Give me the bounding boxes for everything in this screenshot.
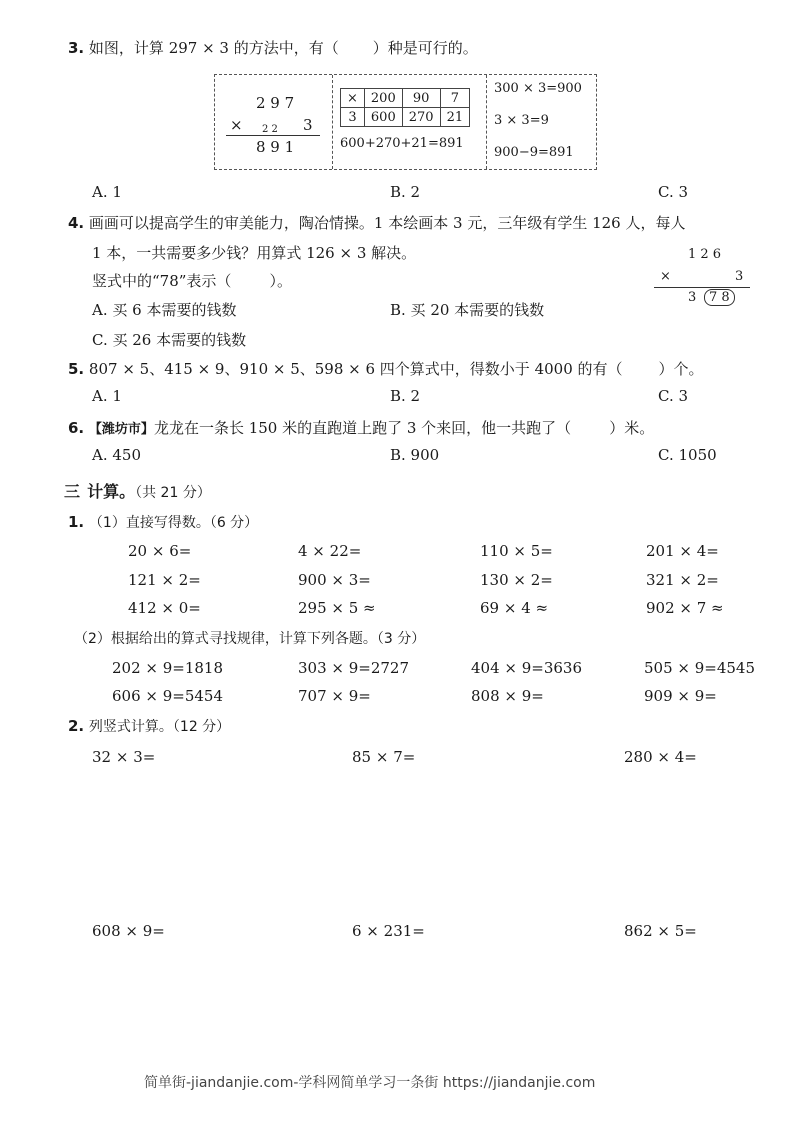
question-number: 5. xyxy=(68,360,85,378)
vertical-calc-item: 608 × 9= xyxy=(92,922,165,940)
question-number: 4. xyxy=(68,214,85,232)
vertical-calc-item: 32 × 3= xyxy=(92,748,156,766)
part-label: 列竖式计算。（12 分） xyxy=(88,719,231,735)
grid-row xyxy=(341,89,470,108)
pattern-item: 707 × 9= xyxy=(298,687,371,705)
section-score: （共 21 分） xyxy=(135,485,211,501)
method3-line1: 300 × 3=900 xyxy=(494,81,582,96)
figure-divider xyxy=(332,75,333,169)
calc-item: 412 × 0= xyxy=(128,599,201,617)
calc-item: 69 × 4 ≈ xyxy=(480,599,549,617)
grid-cell: × xyxy=(341,89,365,108)
pattern-item: 606 × 9=5454 xyxy=(112,687,224,705)
region-tag: 【潍坊市】 xyxy=(88,422,154,437)
fig-vert-multiplier: 3 xyxy=(303,116,313,134)
part-1 xyxy=(68,512,258,532)
option-b[interactable]: B. 买 20 本需要的钱数 xyxy=(390,301,545,319)
calc-item: 110 × 5= xyxy=(480,542,553,560)
question-3 xyxy=(68,37,478,58)
calc-item: 130 × 2= xyxy=(480,571,553,589)
method3-line3: 900−9=891 xyxy=(494,145,574,160)
q4-vert-result-circled xyxy=(704,289,735,306)
figure-divider xyxy=(486,75,487,169)
question-text: 龙龙在一条长 150 米的直跑道上跑了 3 个来回，他一共跑了（ xyxy=(153,419,572,437)
option-b[interactable]: B. 2 xyxy=(390,387,421,405)
vertical-calc-item: 862 × 5= xyxy=(624,922,697,940)
question-text-end: ）个。 xyxy=(658,360,704,378)
q4-vert-result-digit: 3 xyxy=(688,290,697,305)
question-number: 3. xyxy=(68,39,85,57)
pattern-item: 202 × 9=1818 xyxy=(112,659,224,677)
calc-item: 321 × 2= xyxy=(646,571,719,589)
question-4-line2: 1 本，一共需要多少钱？用算式 126 × 3 解决。 xyxy=(92,244,417,262)
question-4-line3 xyxy=(92,270,292,291)
question-text: 竖式中的“78”表示（ xyxy=(92,272,232,290)
option-a[interactable]: A. 1 xyxy=(92,183,122,201)
part-2 xyxy=(68,716,230,736)
fig-vert-result: 8 9 1 xyxy=(256,138,295,156)
vertical-calc-item: 85 × 7= xyxy=(352,748,416,766)
footer-watermark: 简单街-jiandanjie.com-学科网简单学习一条街 https://jiandanjie.com xyxy=(144,1075,596,1091)
question-text-end: ）。 xyxy=(269,272,292,290)
option-a[interactable]: A. 450 xyxy=(92,446,141,464)
fig-vert-carry: 2 2 xyxy=(262,124,278,135)
part-label: （1）直接写得数。（6 分） xyxy=(88,515,259,531)
grid-method-table xyxy=(340,88,470,127)
section-number-icon: 三 xyxy=(63,482,80,501)
circled-78: 7 8 xyxy=(704,289,735,306)
pattern-item: 303 × 9=2727 xyxy=(298,659,410,677)
calc-item: 4 × 22= xyxy=(298,542,362,560)
question-text-end: ）米。 xyxy=(609,419,655,437)
calc-item: 20 × 6= xyxy=(128,542,192,560)
question-text: 画画可以提高学生的审美能力，陶冶情操。1 本绘画本 3 元，三年级有学生 126 人，每人 xyxy=(88,214,686,232)
q4-vert-line xyxy=(654,287,750,288)
grid-sum: 600+270+21=891 xyxy=(340,136,464,151)
pattern-item: 909 × 9= xyxy=(644,687,717,705)
option-a[interactable]: A. 1 xyxy=(92,387,122,405)
option-c[interactable]: C. 1050 xyxy=(658,446,717,464)
vertical-calc-item: 280 × 4= xyxy=(624,748,697,766)
grid-cell: 3 xyxy=(341,108,365,127)
fig-vert-top: 2 9 7 xyxy=(256,94,295,112)
calc-item: 295 × 5 ≈ xyxy=(298,599,376,617)
question-number: 1. xyxy=(68,513,85,531)
section-title: 计算。 xyxy=(87,482,136,501)
method3-line2: 3 × 3=9 xyxy=(494,113,549,128)
option-a[interactable]: A. 买 6 本需要的钱数 xyxy=(92,301,237,319)
calc-item: 121 × 2= xyxy=(128,571,201,589)
calc-item: 902 × 7 ≈ xyxy=(646,599,724,617)
option-b[interactable]: B. 900 xyxy=(390,446,440,464)
vertical-calc-item: 6 × 231= xyxy=(352,922,425,940)
grid-row xyxy=(341,108,470,127)
option-c[interactable]: C. 3 xyxy=(658,183,689,201)
option-c[interactable]: C. 3 xyxy=(658,387,689,405)
q4-vert-multiplier: 3 xyxy=(735,269,744,284)
pattern-item: 808 × 9= xyxy=(471,687,544,705)
fig-vert-times: × xyxy=(230,116,243,134)
question-text: 807 × 5、415 × 9、910 × 5、598 × 6 四个算式中，得数小于 4000 的有（ xyxy=(88,360,623,378)
question-5 xyxy=(68,358,704,379)
fig-vert-line xyxy=(226,135,320,136)
question-4 xyxy=(68,212,685,233)
q4-vert-times: × xyxy=(660,269,671,284)
grid-cell: 270 xyxy=(402,108,440,127)
q4-vert-top: 1 2 6 xyxy=(688,247,722,262)
calc-item: 900 × 3= xyxy=(298,571,371,589)
question-number: 6. xyxy=(68,419,85,437)
option-b[interactable]: B. 2 xyxy=(390,183,421,201)
option-c[interactable]: C. 买 26 本需要的钱数 xyxy=(92,331,247,349)
part-label-2: （2）根据给出的算式寻找规律，计算下列各题。（3 分） xyxy=(74,631,426,647)
grid-cell: 90 xyxy=(402,89,440,108)
question-text-end: ）种是可行的。 xyxy=(372,39,478,57)
pattern-item: 505 × 9=4545 xyxy=(644,659,756,677)
question-6 xyxy=(68,417,654,438)
calc-item: 201 × 4= xyxy=(646,542,719,560)
grid-cell: 600 xyxy=(364,108,402,127)
grid-cell: 200 xyxy=(364,89,402,108)
grid-cell: 7 xyxy=(440,89,470,108)
section-header xyxy=(62,479,211,502)
question-text: 如图，计算 297 × 3 的方法中，有（ xyxy=(88,39,339,57)
pattern-item: 404 × 9=3636 xyxy=(471,659,583,677)
grid-cell: 21 xyxy=(440,108,470,127)
question-number: 2. xyxy=(68,717,85,735)
